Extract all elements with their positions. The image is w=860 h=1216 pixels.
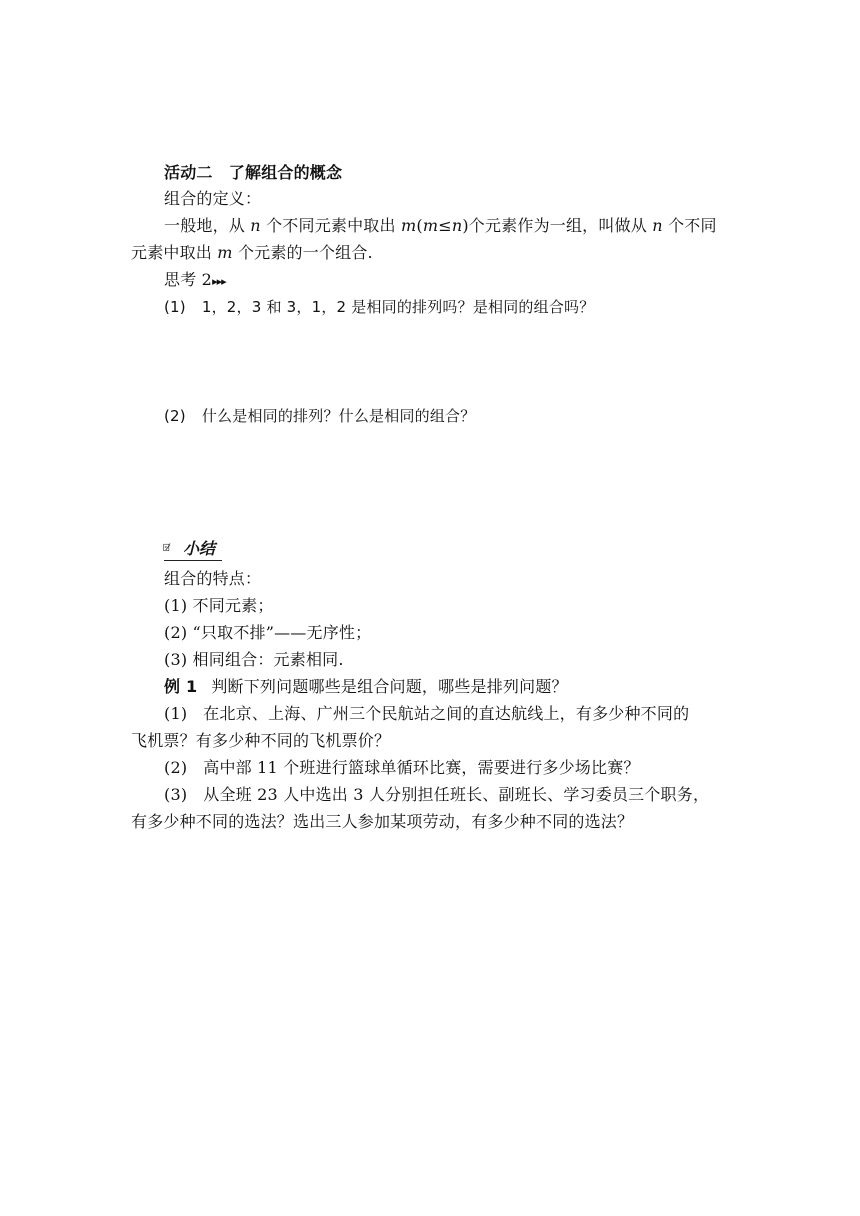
math-var-n: n — [451, 216, 463, 235]
feature-item-1: (1) 不同元素； — [164, 596, 274, 615]
definition-line-1 — [164, 215, 717, 237]
part-number: (1) — [164, 704, 188, 723]
part-text: 从全班 23 人中选出 3 人分别担任班长、副班长、学习委员三个职务， — [203, 785, 710, 804]
example-label: 例 1 — [164, 677, 198, 696]
example-1-title — [164, 676, 568, 698]
part-text: 高中部 11 个班进行篮球单循环比赛，需要进行多少场比赛？ — [203, 758, 640, 777]
text-fragment: )个元素作为一组，叫做从 — [462, 216, 653, 235]
feature-item-2: (2) “只取不排”——无序性； — [164, 623, 372, 642]
features-label: 组合的特点： — [164, 569, 262, 588]
think-2-label — [164, 269, 226, 293]
question-text: 什么是相同的排列？什么是相同的组合？ — [201, 407, 476, 425]
math-var-m: m — [422, 216, 439, 235]
question-number: (2) — [164, 407, 186, 425]
example-1-part-1-line-2: 飞机票？有多少种不同的飞机票价？ — [131, 731, 391, 750]
math-var-m: m — [401, 216, 417, 235]
pencil-note-icon — [163, 536, 185, 560]
definition-line-2 — [131, 242, 373, 264]
example-text: 判断下列问题哪些是组合问题，哪些是排列问题？ — [211, 677, 568, 696]
summary-underline — [164, 560, 222, 561]
math-var-n: n — [250, 216, 261, 235]
example-1-part-1-line-1 — [164, 703, 689, 725]
triple-arrow-icon: ▸▸▸ — [212, 275, 226, 288]
text-fragment: 个元素的一个组合. — [232, 243, 373, 262]
text-fragment: 个不同 — [662, 216, 717, 235]
text-fragment: ( — [416, 216, 423, 235]
think-question-2 — [164, 405, 475, 427]
part-number: (3) — [164, 785, 188, 804]
example-1-part-2 — [164, 757, 640, 779]
think-label-text: 思考 2 — [164, 270, 213, 289]
question-text: 1，2，3 和 3，1，2 是相同的排列吗？是相同的组合吗？ — [201, 298, 595, 316]
question-number: (1) — [164, 298, 186, 316]
text-fragment: 一般地，从 — [164, 216, 251, 235]
part-text: 在北京、上海、广州三个民航站之间的直达航线上，有多少种不同的 — [203, 704, 690, 723]
feature-item-3: (3) 相同组合：元素相同. — [164, 650, 344, 669]
think-question-1 — [164, 296, 594, 318]
math-leq: ≤ — [438, 216, 452, 235]
math-var-n: n — [652, 216, 663, 235]
summary-label: 小结 — [183, 539, 216, 558]
math-var-m: m — [217, 243, 233, 262]
definition-label: 组合的定义： — [164, 189, 262, 208]
text-fragment: 元素中取出 — [131, 243, 218, 262]
example-1-part-3-line-2: 有多少种不同的选法？选出三人参加某项劳动，有多少种不同的选法？ — [131, 812, 634, 831]
part-number: (2) — [164, 758, 188, 777]
text-fragment: 个不同元素中取出 — [260, 216, 401, 235]
section-heading: 活动二 了解组合的概念 — [164, 163, 343, 182]
example-1-part-3-line-1 — [164, 784, 709, 806]
